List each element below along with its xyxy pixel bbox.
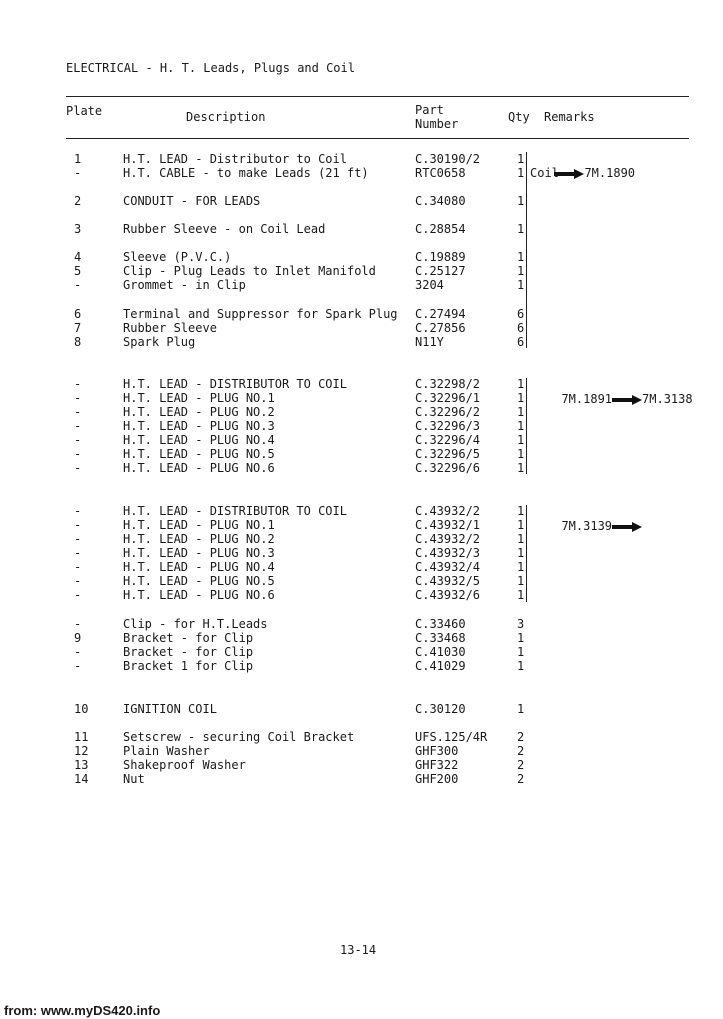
row-part: C.19889 [415,250,466,264]
row-part: C.43932/2 [415,504,481,518]
row-qty: 2 [517,744,525,758]
row-part: C.32296/3 [415,419,481,433]
arrow-right-icon [612,524,642,530]
row-part: C.32296/4 [415,433,481,447]
row-qty: 1 [517,419,525,433]
row-desc: H.T. LEAD - PLUG NO.6 [123,588,275,602]
row-plate: 14 [74,772,89,786]
header-remarks: Remarks [544,110,595,124]
row-desc: H.T. LEAD - DISTRIBUTOR TO COIL [123,377,347,391]
header-bottom-rule [66,138,689,139]
row-plate: - [74,419,82,433]
row-part: C.25127 [415,264,466,278]
row-part: C.43932/4 [415,560,481,574]
row-part: C.33468 [415,631,466,645]
row-plate: - [74,659,82,673]
row-desc: Clip - Plug Leads to Inlet Manifold [123,264,376,278]
row-desc: H.T. LEAD - PLUG NO.5 [123,574,275,588]
row-qty: 1 [517,574,525,588]
row-part: C.32296/5 [415,447,481,461]
row-plate: - [74,391,82,405]
row-qty: 6 [517,307,525,321]
row-qty: 1 [517,631,525,645]
row-plate: - [74,574,82,588]
row-desc: Nut [123,772,145,786]
remark-2-to: 7M.3138 [642,392,693,406]
row-part: C.34080 [415,194,466,208]
row-part: C.43932/3 [415,546,481,560]
row-plate: - [74,560,82,574]
row-plate: 5 [74,264,82,278]
row-qty: 2 [517,730,525,744]
row-desc: Shakeproof Washer [123,758,246,772]
row-part: C.43932/5 [415,574,481,588]
remark-3 [547,505,642,533]
row-part: C.41030 [415,645,466,659]
row-desc: H.T. LEAD - PLUG NO.2 [123,405,275,419]
row-part: 3204 [415,278,444,292]
row-qty: 1 [517,264,525,278]
row-qty: 1 [517,518,525,532]
row-part: C.43932/1 [415,518,481,532]
row-plate: - [74,377,82,391]
row-desc: H.T. LEAD - PLUG NO.3 [123,419,275,433]
source-watermark: from: www.myDS420.info [4,1003,161,1018]
row-part: C.43932/2 [415,532,481,546]
row-plate: 13 [74,758,89,772]
row-part: C.27856 [415,321,466,335]
row-desc: H.T. LEAD - PLUG NO.6 [123,461,275,475]
row-desc: H.T. LEAD - PLUG NO.1 [123,391,275,405]
row-part: GHF322 [415,758,459,772]
row-qty: 1 [517,194,525,208]
row-plate: 12 [74,744,89,758]
row-qty: 1 [517,546,525,560]
row-plate: 7 [74,321,82,335]
page-number: 13-14 [340,943,377,957]
header-qty: Qty [508,110,530,124]
row-qty: 1 [517,377,525,391]
row-part: C.28854 [415,222,466,236]
row-qty: 1 [517,588,525,602]
row-part: GHF300 [415,744,459,758]
row-plate: 9 [74,631,82,645]
row-qty: 3 [517,617,525,631]
row-part: C.41029 [415,659,466,673]
row-qty: 1 [517,702,525,716]
row-desc: H.T. LEAD - Distributor to Coil [123,152,347,166]
row-desc: H.T. LEAD - PLUG NO.4 [123,560,275,574]
row-plate: - [74,645,82,659]
row-qty: 1 [517,222,525,236]
header-top-rule [66,96,689,97]
row-qty: 1 [517,645,525,659]
header-plate: Plate [66,104,103,118]
row-plate: 2 [74,194,82,208]
remark-bracket-1 [526,152,527,348]
row-desc: H.T. CABLE - to make Leads (21 ft) [123,166,369,180]
row-part: C.33460 [415,617,466,631]
row-desc: H.T. LEAD - PLUG NO.4 [123,433,275,447]
row-desc: Bracket - for Clip [123,645,254,659]
row-part: C.32296/2 [415,405,481,419]
arrow-right-icon [554,171,584,177]
row-qty: 1 [517,532,525,546]
row-qty: 2 [517,772,525,786]
row-part: C.27494 [415,307,466,321]
row-qty: 1 [517,447,525,461]
row-qty: 1 [517,461,525,475]
row-qty: 1 [517,659,525,673]
remark-bracket-2 [526,378,527,474]
row-qty: 1 [517,166,525,180]
remark-3-from: 7M.3139 [561,519,613,533]
row-desc: Sleeve (P.V.C.) [123,250,232,264]
row-qty: 1 [517,504,525,518]
row-part: C.32296/6 [415,461,481,475]
row-desc: Terminal and Suppressor for Spark Plug [123,307,398,321]
row-qty: 1 [517,250,525,264]
row-plate: - [74,504,82,518]
row-desc: H.T. LEAD - PLUG NO.1 [123,518,275,532]
row-plate: - [74,532,82,546]
row-qty: 1 [517,278,525,292]
row-part: GHF200 [415,772,459,786]
row-part: UFS.125/4R [415,730,488,744]
row-plate: 3 [74,222,82,236]
row-qty: 6 [517,321,525,335]
page-title: ELECTRICAL - H. T. Leads, Plugs and Coil [66,61,355,75]
row-desc: Bracket - for Clip [123,631,254,645]
row-part: C.43932/6 [415,588,481,602]
row-plate: - [74,405,82,419]
row-desc: CONDUIT - FOR LEADS [123,194,261,208]
row-plate: 11 [74,730,89,744]
row-plate: 4 [74,250,82,264]
row-part: N11Y [415,335,444,349]
row-desc: Setscrew - securing Coil Bracket [123,730,355,744]
row-plate: - [74,433,82,447]
row-desc: Plain Washer [123,744,210,758]
row-plate: 8 [74,335,82,349]
row-plate: - [74,617,82,631]
arrow-right-icon [612,397,642,403]
row-qty: 1 [517,560,525,574]
row-qty: 1 [517,405,525,419]
remark-2 [547,378,693,406]
row-desc: H.T. LEAD - PLUG NO.5 [123,447,275,461]
row-part: RTC0658 [415,166,466,180]
row-plate: - [74,278,82,292]
remark-1-coil: Coil [530,166,559,180]
row-qty: 1 [517,391,525,405]
row-plate: - [74,546,82,560]
row-plate: - [74,447,82,461]
row-plate: - [74,518,82,532]
row-qty: 6 [517,335,525,349]
row-desc: Bracket 1 for Clip [123,659,254,673]
row-part: C.30190/2 [415,152,481,166]
row-part: C.30120 [415,702,466,716]
row-plate: 6 [74,307,82,321]
header-part-line2: Number [415,117,459,131]
row-plate: - [74,166,82,180]
row-qty: 1 [517,152,525,166]
remark-1-to: 7M.1890 [584,166,636,180]
row-plate: - [74,588,82,602]
row-desc: H.T. LEAD - DISTRIBUTOR TO COIL [123,504,347,518]
row-qty: 2 [517,758,525,772]
row-desc: H.T. LEAD - PLUG NO.2 [123,532,275,546]
row-plate: 1 [74,152,82,166]
row-plate: - [74,461,82,475]
row-desc: H.T. LEAD - PLUG NO.3 [123,546,275,560]
row-part: C.32296/1 [415,391,481,405]
row-desc: Grommet - in Clip [123,278,246,292]
row-desc: IGNITION COIL [123,702,217,716]
remark-2-from: 7M.1891 [561,392,613,406]
header-description: Description [186,110,266,124]
header-part-line1: Part [415,103,444,117]
row-desc: Spark Plug [123,335,196,349]
row-desc: Rubber Sleeve - on Coil Lead [123,222,326,236]
remark-bracket-3 [526,505,527,602]
row-qty: 1 [517,433,525,447]
row-desc: Rubber Sleeve [123,321,217,335]
row-part: C.32298/2 [415,377,481,391]
row-desc: Clip - for H.T.Leads [123,617,268,631]
row-plate: 10 [74,702,89,716]
